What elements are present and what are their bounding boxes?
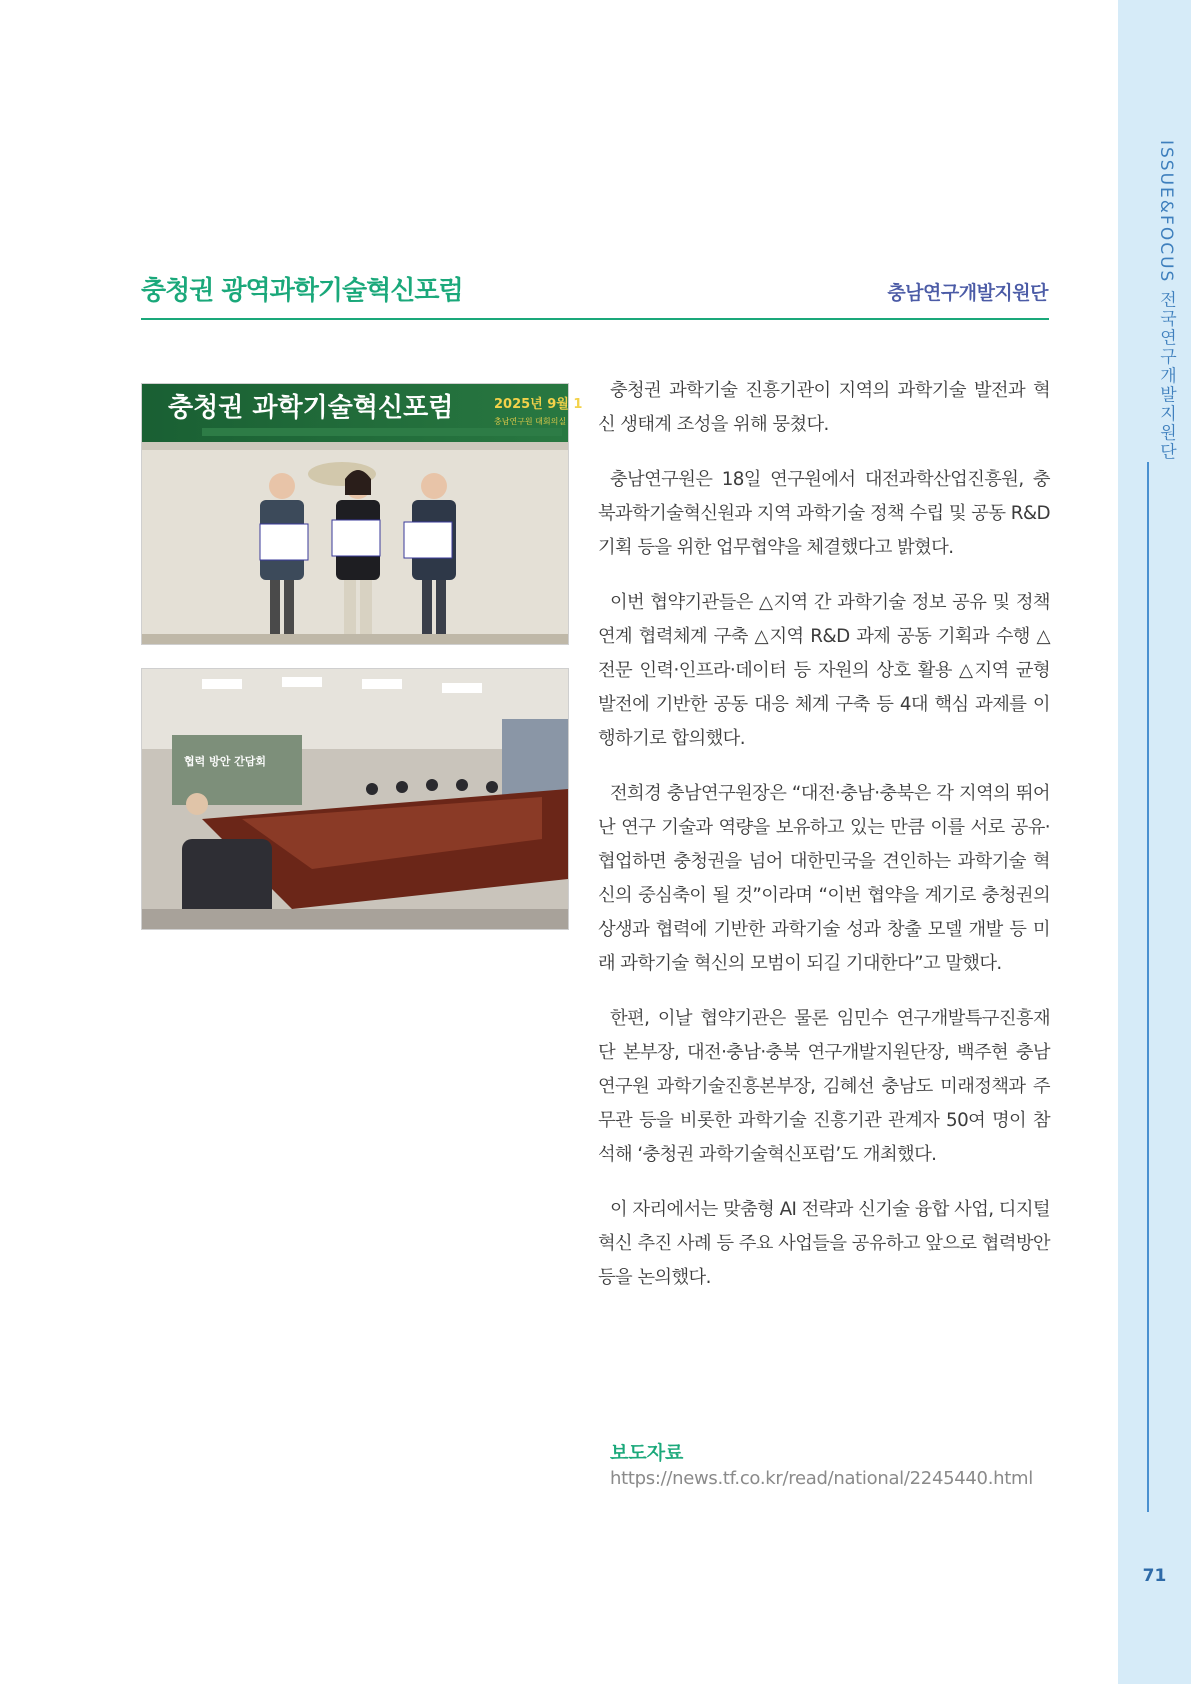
- organization-name: 충남연구개발지원단: [887, 282, 1048, 304]
- sidebar-divider: [1147, 462, 1149, 1512]
- paragraph: 이번 협약기관들은 △지역 간 과학기술 정보 공유 및 정책 연계 협력체계 구축 △지역 R&D 과제 공동 기획과 수행 △전문 인력·인프라·데이터 등 자원의 상호 활용 △지역 균형발전에 기반한 공동 대응 체계 구축 등 4대 핵심 과제를 이행하기로 합의했다.: [598, 592, 1050, 749]
- paragraph: 충청권 과학기술 진흥기관이 지역의 과학기술 발전과 혁신 생태계 조성을 위해 뭉쳤다.: [598, 380, 1050, 435]
- banner-sub: 충남연구원 대회의실: [494, 417, 567, 426]
- paragraph: 이 자리에서는 맞춤형 AI 전략과 신기술 융합 사업, 디지털 혁신 추진 사례 등 주요 사업들을 공유하고 앞으로 협력방안 등을 논의했다.: [598, 1199, 1050, 1288]
- article-title: 충청권 광역과학기술혁신포럼: [141, 276, 463, 306]
- page-number: 71: [1142, 1566, 1167, 1586]
- banner-title: 충청권 과학기술혁신포럼: [168, 393, 454, 423]
- article-body: [598, 374, 1050, 1316]
- banner-date: 2025년 9월 1: [494, 397, 583, 412]
- paragraph: 충남연구원은 18일 연구원에서 대전과학산업진흥원, 충북과학기술혁신원과 지역 과학기술 정책 수립 및 공동 R&D 기획 등을 위한 업무협약을 체결했다고 밝혔다.: [598, 469, 1050, 558]
- paragraph: 전희경 충남연구원장은 “대전·충남·충북은 각 지역의 뛰어난 연구 기술과 역량을 보유하고 있는 만큼 이를 서로 공유·협업하면 충청권을 넘어 대한민국을 견인하는 과학기술 혁신의 중심축이 될 것”이라며 “이번 협약을 계기로 충청권의 상생과 협력에 기반한 과학기술 성과 창출 모델 개발 등 미래 과학기술 혁신의 모범이 되길 기대한다”고 말했다.: [598, 783, 1050, 974]
- paragraph: 한편, 이날 협약기관은 물론 임민수 연구개발특구진흥재단 본부장, 대전·충남·충북 연구개발지원단장, 백주현 충남연구원 과학기술진흥본부장, 김혜선 충남도 미래정책과 주무관 등을 비롯한 과학기술 진흥기관 관계자 50여 명이 참석해 ‘충청권 과학기술혁신포럼’도 개최했다.: [598, 1008, 1050, 1165]
- press-release-link[interactable]: https://news.tf.co.kr/read/national/2245440.html: [610, 1468, 1033, 1489]
- press-release-label: 보도자료: [610, 1442, 684, 1464]
- sidebar-section-label: ISSUE&FOCUS 전국연구개발지원단: [1156, 140, 1176, 462]
- photo-meeting-room: [141, 668, 569, 930]
- title-rule: [141, 318, 1049, 320]
- photo-signing-ceremony: [141, 383, 583, 645]
- screen-text: 협력 방안 간담회: [184, 755, 267, 768]
